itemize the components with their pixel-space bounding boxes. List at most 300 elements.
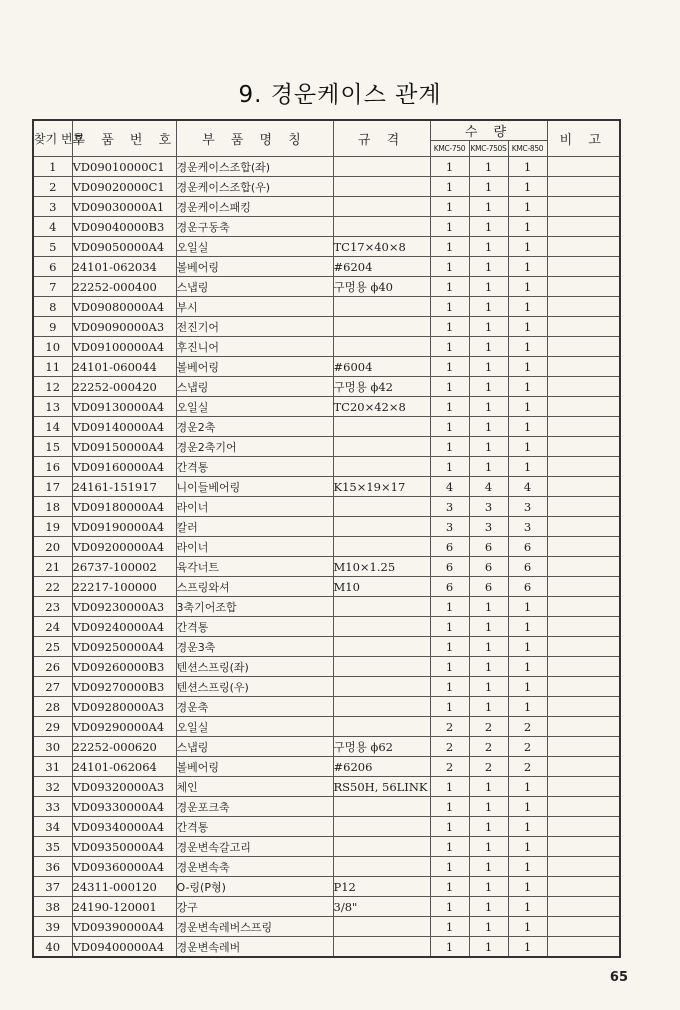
cell-note [547, 197, 620, 217]
cell-qty-kmc750: 1 [430, 797, 469, 817]
cell-part-no: 24101-060044 [72, 357, 176, 377]
cell-qty-kmc750: 1 [430, 197, 469, 217]
cell-name: 전진기어 [176, 317, 333, 337]
cell-qty-kmc750: 1 [430, 857, 469, 877]
cell-qty-kmc750s: 2 [469, 757, 508, 777]
cell-qty-kmc750s: 1 [469, 637, 508, 657]
cell-no: 30 [33, 737, 72, 757]
cell-no: 35 [33, 837, 72, 857]
cell-no: 33 [33, 797, 72, 817]
cell-part-no: VD09030000A1 [72, 197, 176, 217]
cell-no: 24 [33, 617, 72, 637]
cell-spec [333, 457, 430, 477]
cell-qty-kmc750s: 2 [469, 737, 508, 757]
table-row [33, 517, 620, 537]
cell-part-no: 24311-000120 [72, 877, 176, 897]
cell-qty-kmc850: 1 [508, 317, 547, 337]
cell-qty-kmc750: 1 [430, 457, 469, 477]
cell-note [547, 297, 620, 317]
header-model-1: KMC-750 [430, 141, 469, 157]
cell-qty-kmc750: 1 [430, 597, 469, 617]
cell-spec: 구멍용 ϕ40 [333, 277, 430, 297]
cell-part-no: VD09400000A4 [72, 937, 176, 958]
cell-part-no: VD09260000B3 [72, 657, 176, 677]
cell-name: 스냅링 [176, 277, 333, 297]
cell-note [547, 317, 620, 337]
header-row [33, 120, 620, 141]
cell-part-no: VD09390000A4 [72, 917, 176, 937]
cell-qty-kmc750s: 1 [469, 197, 508, 217]
cell-spec [333, 717, 430, 737]
cell-name: 경운변속레버 [176, 937, 333, 958]
cell-part-no: VD09290000A4 [72, 717, 176, 737]
cell-note [547, 877, 620, 897]
cell-qty-kmc850: 1 [508, 877, 547, 897]
cell-qty-kmc750: 1 [430, 297, 469, 317]
cell-part-no: VD09350000A4 [72, 837, 176, 857]
cell-qty-kmc850: 1 [508, 937, 547, 958]
cell-no: 37 [33, 877, 72, 897]
cell-qty-kmc750: 1 [430, 337, 469, 357]
cell-qty-kmc750: 1 [430, 377, 469, 397]
cell-part-no: VD09040000B3 [72, 217, 176, 237]
cell-qty-kmc750s: 1 [469, 457, 508, 477]
cell-note [547, 697, 620, 717]
cell-qty-kmc750s: 1 [469, 297, 508, 317]
cell-note [547, 917, 620, 937]
cell-spec: P12 [333, 877, 430, 897]
cell-part-no: 24161-151917 [72, 477, 176, 497]
cell-spec: TC20×42×8 [333, 397, 430, 417]
cell-spec [333, 517, 430, 537]
cell-qty-kmc750: 2 [430, 717, 469, 737]
cell-note [547, 177, 620, 197]
header-no: 찾기 번호 [33, 120, 72, 157]
cell-qty-kmc750s: 1 [469, 177, 508, 197]
cell-spec: TC17×40×8 [333, 237, 430, 257]
cell-qty-kmc850: 1 [508, 217, 547, 237]
cell-qty-kmc850: 3 [508, 497, 547, 517]
cell-name: 간격통 [176, 617, 333, 637]
cell-spec [333, 637, 430, 657]
table-row [33, 777, 620, 797]
table-row [33, 757, 620, 777]
cell-part-no: VD09250000A4 [72, 637, 176, 657]
cell-part-no: 22217-100000 [72, 577, 176, 597]
cell-spec [333, 197, 430, 217]
cell-qty-kmc750: 1 [430, 777, 469, 797]
cell-qty-kmc750: 1 [430, 357, 469, 377]
cell-qty-kmc750: 1 [430, 237, 469, 257]
cell-name: 스프링와셔 [176, 577, 333, 597]
cell-qty-kmc850: 1 [508, 197, 547, 217]
table-row [33, 197, 620, 217]
cell-qty-kmc750: 1 [430, 657, 469, 677]
table-row [33, 857, 620, 877]
cell-part-no: 22252-000420 [72, 377, 176, 397]
cell-qty-kmc750: 2 [430, 757, 469, 777]
cell-qty-kmc750s: 1 [469, 377, 508, 397]
cell-spec: #6206 [333, 757, 430, 777]
cell-qty-kmc850: 1 [508, 457, 547, 477]
cell-name: 경운변속축 [176, 857, 333, 877]
cell-qty-kmc850: 1 [508, 357, 547, 377]
cell-qty-kmc750: 1 [430, 637, 469, 657]
cell-qty-kmc850: 4 [508, 477, 547, 497]
cell-qty-kmc750: 1 [430, 417, 469, 437]
cell-qty-kmc850: 2 [508, 737, 547, 757]
cell-no: 19 [33, 517, 72, 537]
cell-name: 니이들베어링 [176, 477, 333, 497]
cell-no: 4 [33, 217, 72, 237]
table-row [33, 537, 620, 557]
cell-spec [333, 617, 430, 637]
cell-qty-kmc750: 1 [430, 257, 469, 277]
cell-qty-kmc750s: 1 [469, 657, 508, 677]
cell-qty-kmc850: 1 [508, 157, 547, 177]
cell-spec: #6004 [333, 357, 430, 377]
cell-name: 오일실 [176, 397, 333, 417]
cell-qty-kmc750s: 1 [469, 937, 508, 958]
cell-qty-kmc850: 1 [508, 657, 547, 677]
cell-spec [333, 437, 430, 457]
cell-qty-kmc750s: 1 [469, 317, 508, 337]
cell-qty-kmc750s: 1 [469, 617, 508, 637]
cell-part-no: VD09230000A3 [72, 597, 176, 617]
cell-spec [333, 937, 430, 958]
cell-spec [333, 677, 430, 697]
cell-qty-kmc850: 1 [508, 797, 547, 817]
cell-name: 강구 [176, 897, 333, 917]
cell-name: 볼베어링 [176, 257, 333, 277]
cell-qty-kmc750: 1 [430, 437, 469, 457]
cell-no: 23 [33, 597, 72, 617]
cell-part-no: VD09360000A4 [72, 857, 176, 877]
table-row [33, 437, 620, 457]
cell-name: 경운변속갈고리 [176, 837, 333, 857]
cell-qty-kmc850: 1 [508, 337, 547, 357]
cell-qty-kmc750: 2 [430, 737, 469, 757]
table-row [33, 277, 620, 297]
table-row [33, 597, 620, 617]
cell-spec: 3/8" [333, 897, 430, 917]
cell-qty-kmc850: 3 [508, 517, 547, 537]
cell-spec [333, 417, 430, 437]
table-row [33, 377, 620, 397]
cell-no: 34 [33, 817, 72, 837]
cell-no: 9 [33, 317, 72, 337]
cell-part-no: 22252-000400 [72, 277, 176, 297]
cell-note [547, 557, 620, 577]
header-model-2: KMC-750S [469, 141, 508, 157]
cell-qty-kmc750: 4 [430, 477, 469, 497]
cell-qty-kmc750s: 1 [469, 897, 508, 917]
table-row [33, 797, 620, 817]
cell-qty-kmc750s: 4 [469, 477, 508, 497]
cell-part-no: VD09190000A4 [72, 517, 176, 537]
cell-no: 5 [33, 237, 72, 257]
cell-note [547, 357, 620, 377]
cell-name: 부시 [176, 297, 333, 317]
cell-no: 14 [33, 417, 72, 437]
cell-spec [333, 657, 430, 677]
cell-note [547, 437, 620, 457]
cell-qty-kmc750s: 1 [469, 917, 508, 937]
table-row [33, 457, 620, 477]
cell-name: 간격통 [176, 457, 333, 477]
cell-qty-kmc750s: 1 [469, 857, 508, 877]
page-title: 9. 경운케이스 관계 [238, 82, 442, 108]
cell-note [547, 817, 620, 837]
parts-table [32, 119, 621, 958]
cell-note [547, 797, 620, 817]
cell-spec [333, 177, 430, 197]
cell-part-no: VD09150000A4 [72, 437, 176, 457]
cell-no: 8 [33, 297, 72, 317]
cell-no: 31 [33, 757, 72, 777]
cell-spec: 구멍용 ϕ62 [333, 737, 430, 757]
cell-name: 3축기어조합 [176, 597, 333, 617]
cell-no: 20 [33, 537, 72, 557]
cell-qty-kmc850: 1 [508, 837, 547, 857]
cell-qty-kmc850: 1 [508, 597, 547, 617]
cell-qty-kmc750s: 3 [469, 497, 508, 517]
cell-spec: M10×1.25 [333, 557, 430, 577]
cell-no: 22 [33, 577, 72, 597]
cell-note [547, 517, 620, 537]
cell-note [547, 717, 620, 737]
cell-no: 6 [33, 257, 72, 277]
cell-qty-kmc850: 1 [508, 897, 547, 917]
table-row [33, 177, 620, 197]
table-row [33, 877, 620, 897]
cell-qty-kmc750s: 2 [469, 717, 508, 737]
cell-part-no: VD09080000A4 [72, 297, 176, 317]
cell-name: 경운구동축 [176, 217, 333, 237]
cell-qty-kmc750: 1 [430, 837, 469, 857]
cell-name: 경운케이스패킹 [176, 197, 333, 217]
cell-no: 27 [33, 677, 72, 697]
table-row [33, 577, 620, 597]
cell-qty-kmc850: 1 [508, 417, 547, 437]
cell-qty-kmc750s: 1 [469, 437, 508, 457]
cell-part-no: VD09050000A4 [72, 237, 176, 257]
cell-qty-kmc850: 1 [508, 917, 547, 937]
cell-note [547, 337, 620, 357]
cell-spec [333, 917, 430, 937]
cell-part-no: VD09200000A4 [72, 537, 176, 557]
cell-spec: 구멍용 ϕ42 [333, 377, 430, 397]
cell-qty-kmc750: 3 [430, 497, 469, 517]
cell-qty-kmc750: 6 [430, 557, 469, 577]
cell-name: 경운포크축 [176, 797, 333, 817]
cell-note [547, 857, 620, 877]
cell-name: 후진니어 [176, 337, 333, 357]
cell-note [547, 597, 620, 617]
header-name: 부 품 명 칭 [176, 120, 333, 157]
cell-qty-kmc750: 1 [430, 317, 469, 337]
cell-qty-kmc850: 1 [508, 817, 547, 837]
cell-name: 체인 [176, 777, 333, 797]
cell-note [547, 757, 620, 777]
table-row [33, 637, 620, 657]
cell-qty-kmc750: 6 [430, 537, 469, 557]
table-row [33, 397, 620, 417]
cell-note [547, 937, 620, 958]
cell-qty-kmc850: 6 [508, 557, 547, 577]
cell-qty-kmc750s: 1 [469, 777, 508, 797]
table-row [33, 937, 620, 958]
cell-no: 17 [33, 477, 72, 497]
header-part-no: 부 품 번 호 [72, 120, 176, 157]
cell-no: 3 [33, 197, 72, 217]
cell-qty-kmc750s: 6 [469, 577, 508, 597]
table-row [33, 717, 620, 737]
cell-name: 육각너트 [176, 557, 333, 577]
cell-note [547, 837, 620, 857]
cell-qty-kmc750: 1 [430, 617, 469, 637]
cell-part-no: VD09090000A3 [72, 317, 176, 337]
cell-note [547, 277, 620, 297]
cell-qty-kmc750s: 1 [469, 237, 508, 257]
cell-qty-kmc850: 2 [508, 717, 547, 737]
table-row [33, 257, 620, 277]
cell-name: 경운2축기어 [176, 437, 333, 457]
cell-name: 경운축 [176, 697, 333, 717]
table-row [33, 677, 620, 697]
cell-qty-kmc750: 1 [430, 697, 469, 717]
cell-note [547, 497, 620, 517]
cell-no: 12 [33, 377, 72, 397]
cell-qty-kmc850: 1 [508, 397, 547, 417]
cell-qty-kmc750s: 1 [469, 697, 508, 717]
cell-name: 경운3축 [176, 637, 333, 657]
cell-spec: RS50H, 56LINK [333, 777, 430, 797]
table-row [33, 497, 620, 517]
cell-qty-kmc750s: 1 [469, 337, 508, 357]
cell-no: 2 [33, 177, 72, 197]
cell-note [547, 397, 620, 417]
cell-qty-kmc850: 1 [508, 617, 547, 637]
cell-qty-kmc750s: 1 [469, 797, 508, 817]
cell-no: 1 [33, 157, 72, 177]
cell-qty-kmc750: 1 [430, 817, 469, 837]
cell-qty-kmc750s: 1 [469, 597, 508, 617]
cell-note [547, 377, 620, 397]
parts-table-body [33, 157, 620, 958]
cell-part-no: 24190-120001 [72, 897, 176, 917]
cell-qty-kmc850: 1 [508, 297, 547, 317]
cell-spec [333, 337, 430, 357]
cell-note [547, 417, 620, 437]
cell-note [547, 637, 620, 657]
cell-part-no: VD09160000A4 [72, 457, 176, 477]
cell-part-no: VD09140000A4 [72, 417, 176, 437]
cell-qty-kmc750: 1 [430, 397, 469, 417]
cell-part-no: VD09130000A4 [72, 397, 176, 417]
cell-name: 라이너 [176, 497, 333, 517]
table-row [33, 417, 620, 437]
cell-no: 39 [33, 917, 72, 937]
cell-qty-kmc850: 1 [508, 237, 547, 257]
cell-spec [333, 837, 430, 857]
page-number: 65 [609, 970, 628, 985]
cell-note [547, 897, 620, 917]
cell-no: 26 [33, 657, 72, 677]
cell-name: 스냅링 [176, 377, 333, 397]
cell-qty-kmc850: 1 [508, 777, 547, 797]
cell-name: O-링(P형) [176, 877, 333, 897]
cell-qty-kmc750s: 1 [469, 877, 508, 897]
cell-no: 36 [33, 857, 72, 877]
cell-part-no: VD09240000A4 [72, 617, 176, 637]
cell-no: 16 [33, 457, 72, 477]
cell-qty-kmc750: 1 [430, 277, 469, 297]
cell-qty-kmc850: 1 [508, 177, 547, 197]
cell-note [547, 237, 620, 257]
table-row [33, 837, 620, 857]
cell-part-no: VD09020000C1 [72, 177, 176, 197]
cell-name: 텐션스프링(좌) [176, 657, 333, 677]
cell-name: 라이너 [176, 537, 333, 557]
cell-part-no: 22252-000620 [72, 737, 176, 757]
cell-spec: #6204 [333, 257, 430, 277]
cell-name: 오일실 [176, 237, 333, 257]
cell-no: 10 [33, 337, 72, 357]
table-row [33, 817, 620, 837]
cell-qty-kmc850: 1 [508, 257, 547, 277]
cell-qty-kmc750s: 1 [469, 397, 508, 417]
cell-spec [333, 317, 430, 337]
header-model-3: KMC-850 [508, 141, 547, 157]
cell-spec [333, 817, 430, 837]
cell-qty-kmc750s: 1 [469, 837, 508, 857]
cell-qty-kmc750: 1 [430, 937, 469, 958]
cell-name: 오일실 [176, 717, 333, 737]
cell-qty-kmc850: 1 [508, 437, 547, 457]
table-row [33, 357, 620, 377]
cell-name: 볼베어링 [176, 757, 333, 777]
cell-qty-kmc750: 1 [430, 917, 469, 937]
cell-note [547, 677, 620, 697]
cell-qty-kmc750: 1 [430, 217, 469, 237]
table-row [33, 917, 620, 937]
cell-qty-kmc750s: 6 [469, 537, 508, 557]
cell-qty-kmc750s: 1 [469, 277, 508, 297]
cell-qty-kmc750: 1 [430, 677, 469, 697]
cell-note [547, 737, 620, 757]
cell-qty-kmc850: 1 [508, 857, 547, 877]
cell-part-no: VD09270000B3 [72, 677, 176, 697]
cell-qty-kmc850: 1 [508, 677, 547, 697]
cell-spec [333, 797, 430, 817]
cell-part-no: 26737-100002 [72, 557, 176, 577]
cell-note [547, 577, 620, 597]
table-row [33, 697, 620, 717]
cell-no: 29 [33, 717, 72, 737]
cell-no: 38 [33, 897, 72, 917]
cell-part-no: VD09280000A3 [72, 697, 176, 717]
cell-qty-kmc750: 3 [430, 517, 469, 537]
cell-name: 경운변속레버스프링 [176, 917, 333, 937]
table-row [33, 297, 620, 317]
cell-spec [333, 857, 430, 877]
cell-note [547, 217, 620, 237]
cell-qty-kmc850: 2 [508, 757, 547, 777]
cell-qty-kmc750s: 1 [469, 157, 508, 177]
cell-spec: M10 [333, 577, 430, 597]
cell-name: 칼러 [176, 517, 333, 537]
